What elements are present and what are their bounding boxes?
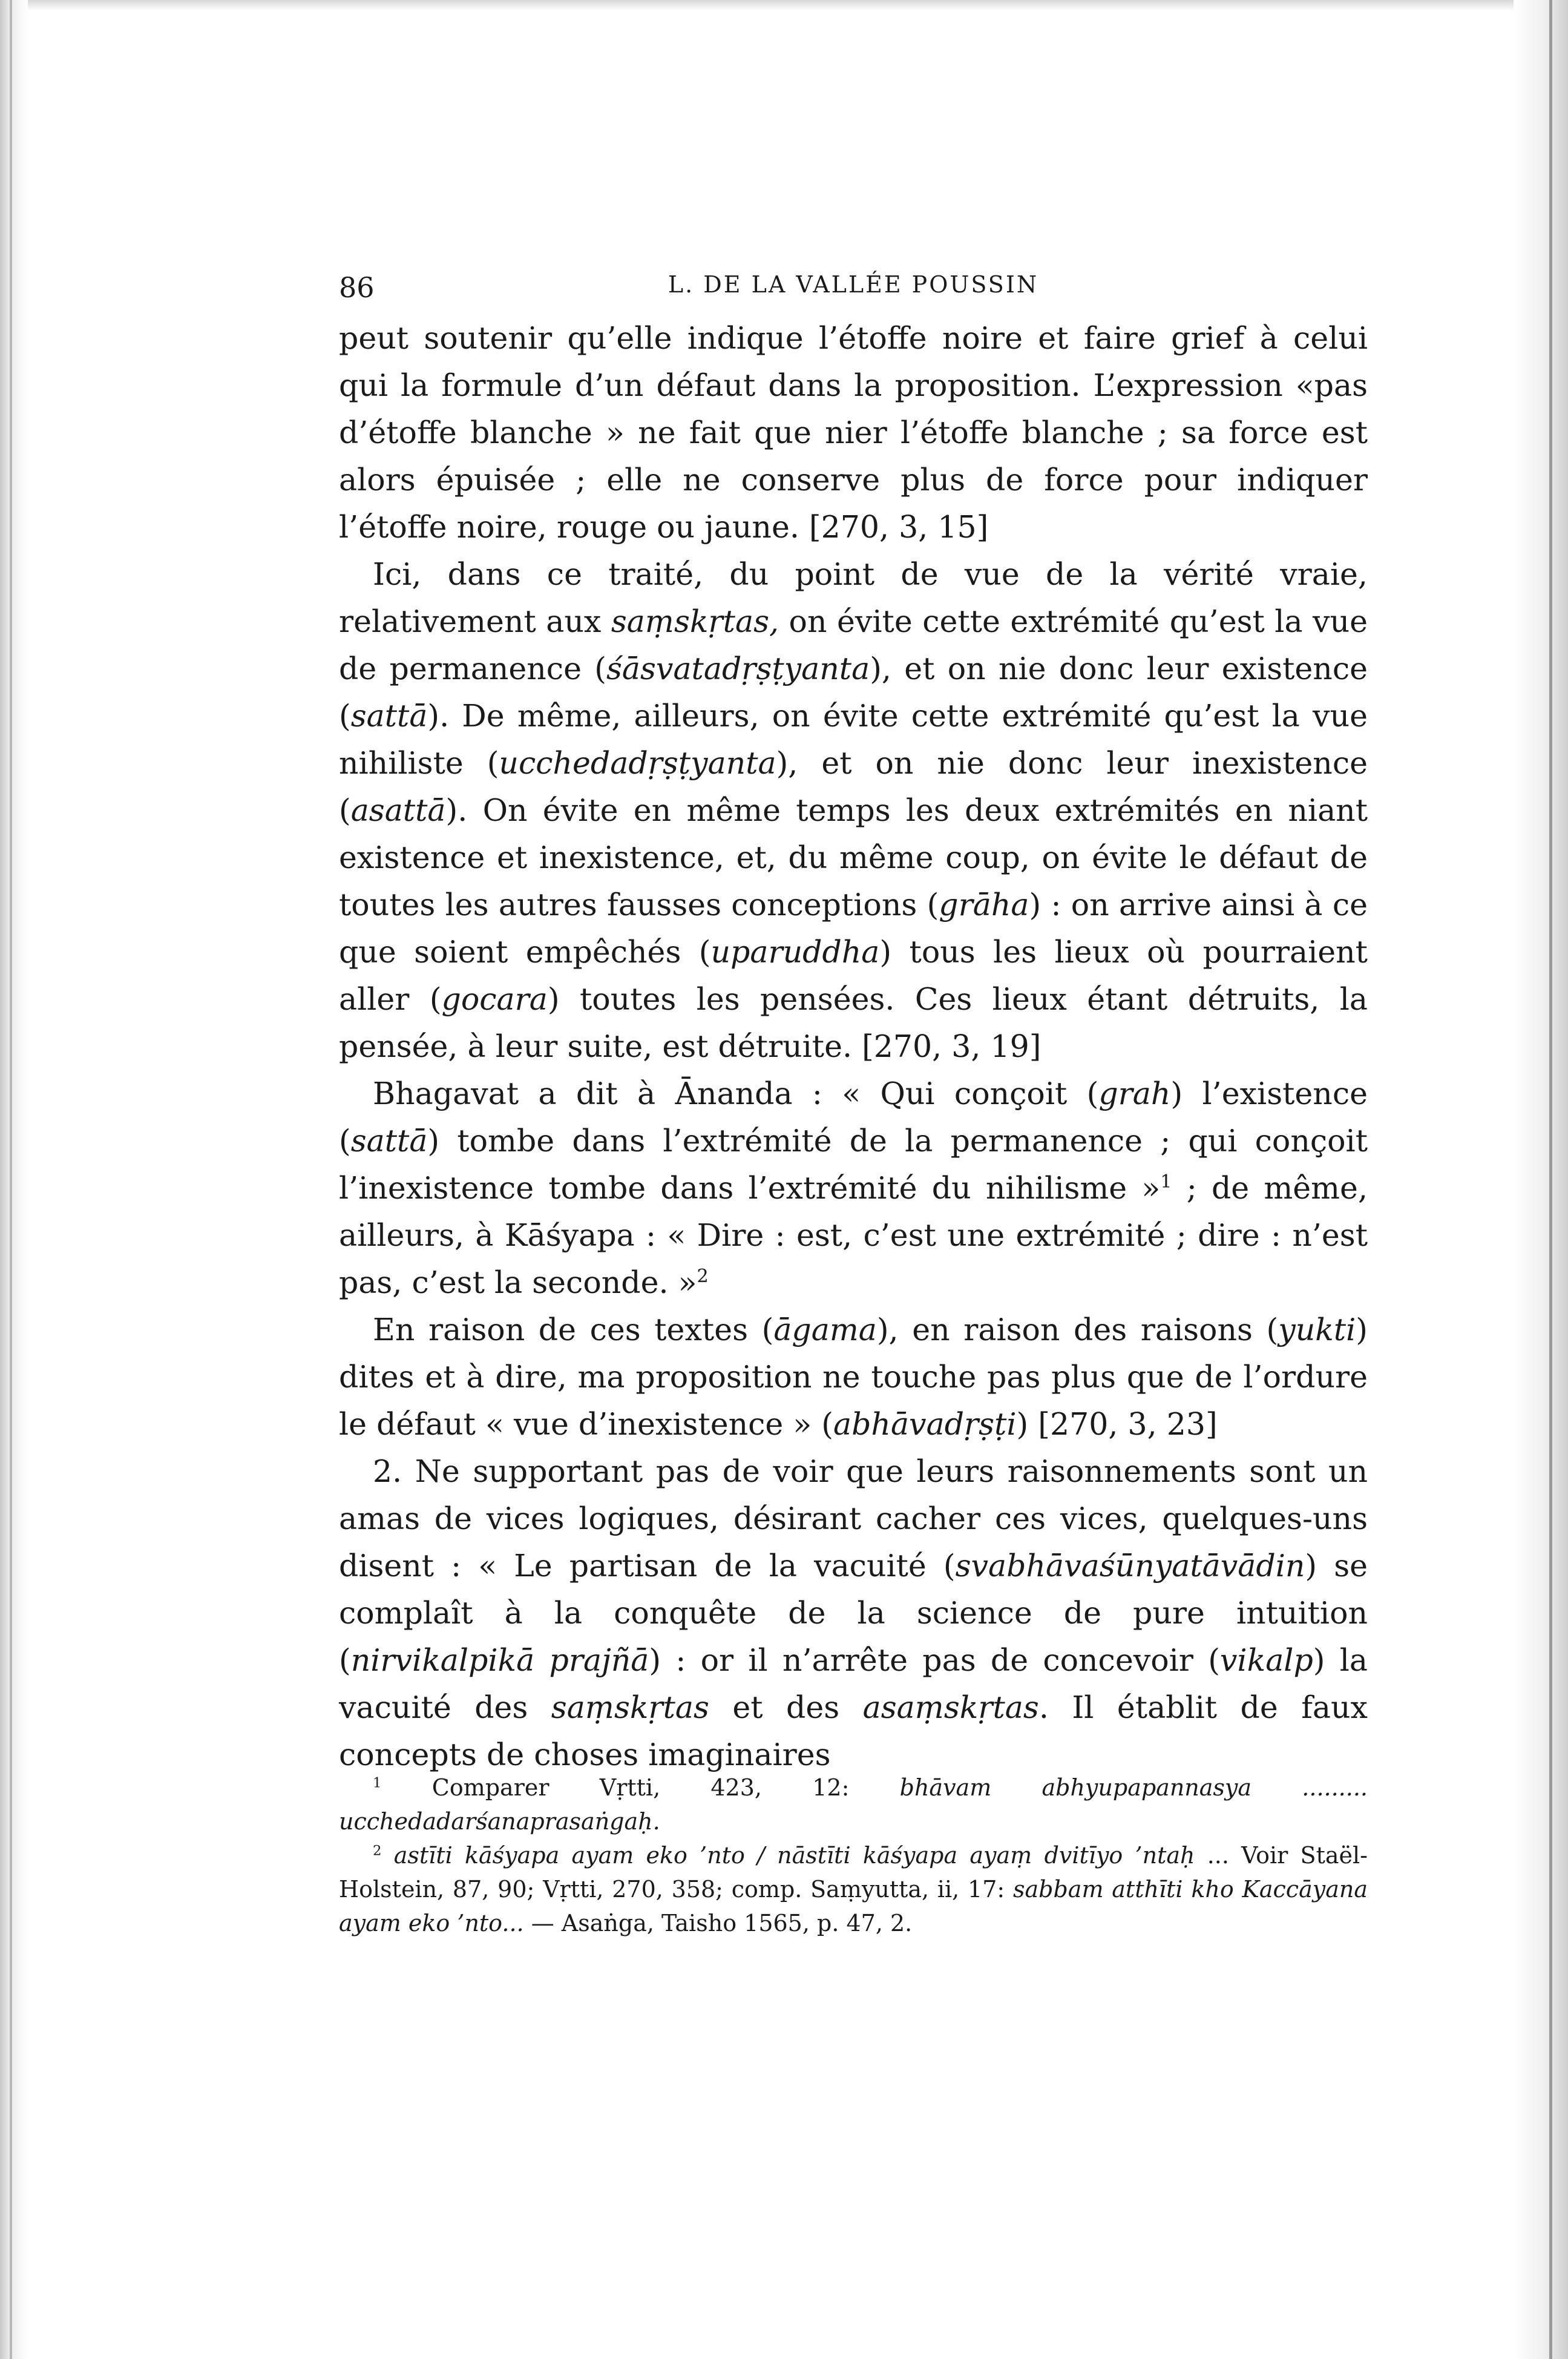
running-head xyxy=(339,266,1368,315)
text-run: Comparer Vṛtti, 423, 12: xyxy=(381,1774,900,1801)
footnote-marker: 1 xyxy=(1160,1171,1172,1193)
italic-term: saṃskṛtas, xyxy=(611,604,779,639)
paragraph-4 xyxy=(339,1306,1368,1448)
text-run: ; de même, ailleurs, à Kāśyapa : « Dire : est, c’est une extrémité ; dire : n’est pas, c’est la seconde. » xyxy=(339,1170,1368,1300)
text-run: ) la vacuité des xyxy=(339,1642,1368,1725)
italic-term: sabbam atthīti kho Kaccāyana ayam eko ’nto... xyxy=(339,1876,1368,1936)
text-run: et des xyxy=(709,1689,863,1725)
italic-term: asattā xyxy=(350,792,446,828)
italic-term: abhāvadṛṣṭi xyxy=(833,1406,1017,1442)
footnote-number: 1 xyxy=(373,1775,382,1791)
text-run: ) se complaît à la conquête de la science de pure intuition ( xyxy=(339,1548,1368,1678)
paragraph-5 xyxy=(339,1448,1368,1778)
text-run: — Asaṅga, Taisho 1565, p. 47, 2. xyxy=(523,1910,913,1936)
footnote-number: 2 xyxy=(373,1843,382,1859)
paragraph-3 xyxy=(339,1070,1368,1306)
text-run: ), et on nie donc leur existence ( xyxy=(339,651,1368,734)
scan-right-edge xyxy=(1514,0,1568,2359)
scan-right-binding-line xyxy=(1549,0,1552,2359)
italic-term: sattā xyxy=(350,1123,428,1159)
italic-term: bhāvam abhyupapannasya ......... ucchedadarśanaprasaṅgaḥ. xyxy=(339,1774,1368,1835)
text-run: ) : on arrive ainsi à ce que soient empêchés ( xyxy=(339,887,1368,970)
text-run: ), en raison des raisons ( xyxy=(876,1312,1279,1347)
paragraph-2 xyxy=(339,551,1368,1070)
italic-term: nirvikalpikā prajñā xyxy=(350,1642,649,1678)
paragraph-1: peut soutenir qu’elle indique l’étoffe noire et faire grief à celui qui la formule d’un défaut dans la proposition. L’expression «pas d’étoffe blanche » ne fait que nier l’étoffe blanche ; sa force est alors épuisée ; elle ne conserve plus de force pour indiquer l’étoffe noire, rouge ou jaune. [270, 3, 15] xyxy=(339,320,1368,545)
italic-term: sattā xyxy=(350,698,428,734)
text-run: ) dites et à dire, ma proposition ne touche pas plus que de l’ordure le défaut « vue d’inexistence » ( xyxy=(339,1312,1368,1442)
text-run: ) tous les lieux où pourraient aller ( xyxy=(339,934,1368,1017)
footnote-1 xyxy=(339,1771,1368,1838)
text-run: . Il établit de faux concepts de choses imaginaires xyxy=(339,1689,1368,1772)
text-run: ) l’existence ( xyxy=(339,1076,1368,1159)
italic-term: svabhāvaśūnyatāvādin xyxy=(955,1548,1305,1584)
footnotes xyxy=(339,1771,1368,1940)
italic-term: asaṃskṛtas xyxy=(862,1689,1039,1725)
italic-term: vikalp xyxy=(1219,1642,1313,1678)
text-run: ) toutes les pensées. Ces lieux étant détruits, la pensée, à leur suite, est détruite. [270, 3, 19] xyxy=(339,981,1368,1064)
page-content xyxy=(339,266,1368,1778)
text-run: Ici, dans ce traité, du point de vue de la vérité vraie, relativement aux xyxy=(339,556,1368,639)
italic-term: yukti xyxy=(1278,1312,1356,1347)
text-run: 2. Ne supportant pas de voir que leurs raisonnements sont un amas de vices logiques, désirant cacher ces vices, quelques-uns disent : « Le partisan de la vacuité ( xyxy=(339,1453,1368,1584)
scan-top-edge xyxy=(0,0,1568,11)
italic-term: ucchedadṛṣṭyanta xyxy=(499,745,776,781)
body-text xyxy=(339,315,1368,1778)
italic-term: uparuddha xyxy=(710,934,880,970)
footnote-marker: 2 xyxy=(697,1266,709,1288)
scan-left-edge xyxy=(0,0,28,2359)
text-run: ... Voir Staël-Holstein, 87, 90; Vṛtti, 270, 358; comp. Saṃyutta, ii, 17: xyxy=(339,1842,1368,1903)
italic-term: saṃskṛtas xyxy=(551,1689,709,1725)
text-run: ), et on nie donc leur inexistence ( xyxy=(339,745,1368,828)
italic-term: grāha xyxy=(939,887,1029,923)
italic-term: gocara xyxy=(441,981,548,1017)
footnote-2 xyxy=(339,1838,1368,1940)
text-run: Bhagavat a dit à Ānanda : « Qui conçoit ( xyxy=(373,1076,1099,1111)
text-run: ). On évite en même temps les deux extrémités en niant existence et inexistence, et, du même coup, on évite le défaut de toutes les autres fausses conceptions ( xyxy=(339,792,1368,923)
text-run: ) tombe dans l’extrémité de la permanence ; qui conçoit l’inexistence tombe dans l’extrémité du nihilisme » xyxy=(339,1123,1368,1206)
italic-term: grah xyxy=(1098,1076,1171,1111)
text-run: ). De même, ailleurs, on évite cette extrémité qu’est la vue nihiliste ( xyxy=(339,698,1368,781)
page-number: 86 xyxy=(339,271,375,304)
text-run: ) [270, 3, 23] xyxy=(1016,1406,1218,1442)
running-title: L. DE LA VALLÉE POUSSIN xyxy=(668,271,1039,298)
italic-term: āgama xyxy=(773,1312,877,1347)
italic-term: astīti kāśyapa ayam eko ’nto / nāstīti kāśyapa ayaṃ dvitīyo ’ntaḥ xyxy=(381,1842,1195,1869)
text-run: En raison de ces textes ( xyxy=(373,1312,774,1347)
text-run: ) : or il n’arrête pas de concevoir ( xyxy=(649,1642,1220,1678)
italic-term: śāsvatadṛṣṭyanta xyxy=(606,651,870,686)
scan-left-binding-line xyxy=(10,0,12,2359)
text-run: on évite cette extrémité qu’est la vue de permanence ( xyxy=(339,604,1368,686)
